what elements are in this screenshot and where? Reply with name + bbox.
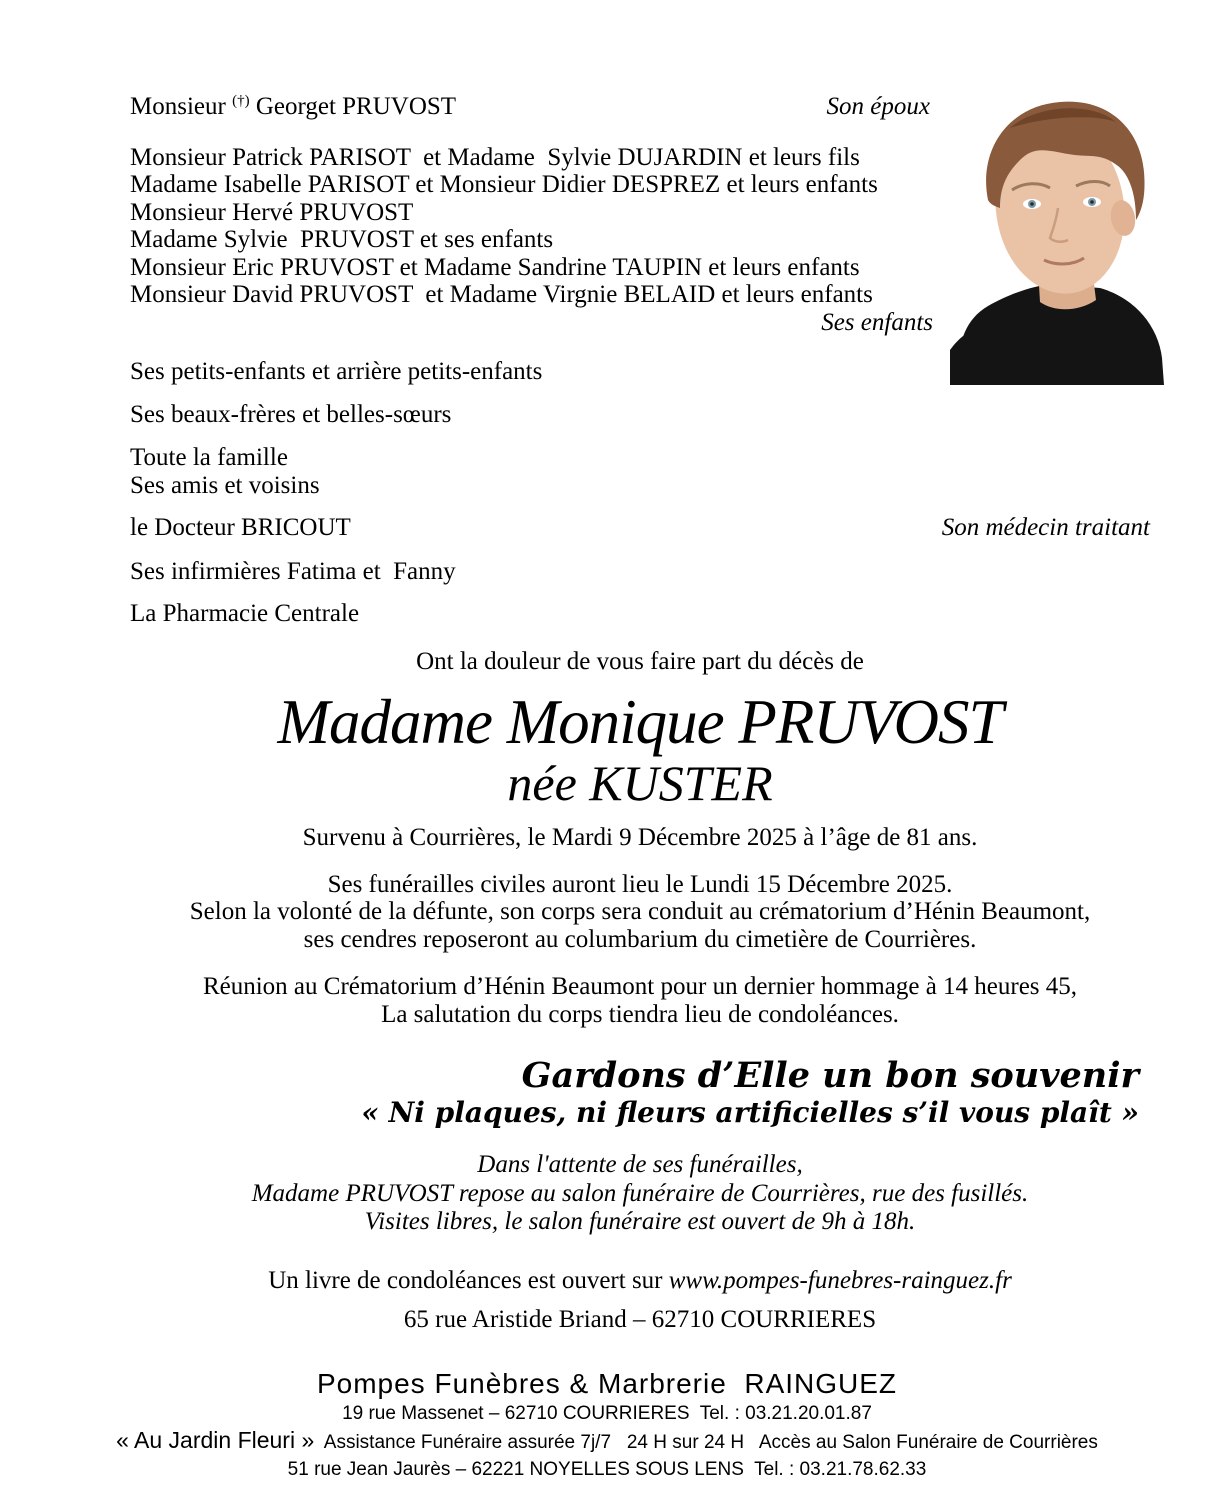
husband-relation: Son époux xyxy=(826,93,930,120)
brand-name: « Au Jardin Fleuri » xyxy=(116,1426,315,1453)
funeral-date-line: Ses funérailles civiles auront lieu le Lundi 15 Décembre 2025. xyxy=(327,870,953,898)
footer xyxy=(0,1367,1214,1483)
repose-info xyxy=(130,1151,1150,1237)
dagger-icon: (†) xyxy=(232,93,250,109)
portrait-photo xyxy=(950,88,1165,385)
announcement-intro: Ont la douleur de vous faire part du décès de xyxy=(416,647,864,675)
salutation-line: La salutation du corps tiendra lieu de condoléances. xyxy=(381,1000,899,1028)
child-line: Monsieur Eric PRUVOST et Madame Sandrine TAUPIN et leurs enfants xyxy=(130,253,860,281)
repose-line: Visites libres, le salon funéraire est ouvert de 9h à 18h. xyxy=(364,1208,916,1235)
company-brand-line: « Au Jardin Fleuri » Assistance Funéraire assurée 7j/7 24 H sur 24 H Accès au Salon Funéraire de Courrières xyxy=(116,1426,1098,1453)
funeral-crematorium-line: Selon la volonté de la défunte, son corps sera conduit au crématorium d’Hénin Beaumont, xyxy=(189,898,1091,925)
company-address-2: 51 rue Jean Jaurès – 62221 NOYELLES SOUS LENS Tel. : 03.21.78.62.33 xyxy=(287,1458,927,1480)
repose-line: Dans l'attente de ses funérailles, xyxy=(477,1151,803,1178)
no-flowers-note: « Ni plaques, ni fleurs artificielles s’il vous plaît » xyxy=(361,1096,1139,1129)
doctor-relation: Son médecin traitant xyxy=(941,514,1150,541)
condolence-book-url: www.pompes-funebres-rainguez.fr xyxy=(668,1266,1012,1294)
nurses-line: Ses infirmières Fatima et Fanny xyxy=(130,557,456,585)
grandchildren-line: Ses petits-enfants et arrière petits-enfants xyxy=(130,358,543,385)
company-address-1: 19 rue Massenet – 62710 COURRIERES Tel. : 03.21.20.01.87 xyxy=(342,1402,872,1424)
husband-name: Monsieur (†) Georget PRUVOST xyxy=(130,93,457,120)
funeral-details xyxy=(130,871,1150,954)
child-line: Madame Sylvie PRUVOST et ses enfants xyxy=(130,226,554,253)
doctor-line xyxy=(130,514,1150,542)
in-laws-line: Ses beaux-frères et belles-sœurs xyxy=(130,400,452,428)
deceased-name: Madame Monique PRUVOST xyxy=(277,686,1003,757)
friends-line: Ses amis et voisins xyxy=(130,471,320,499)
reunion-details xyxy=(130,973,1150,1028)
child-line: Monsieur Hervé PRUVOST xyxy=(130,198,414,226)
company-name: Pompes Funèbres & Marbrerie RAINGUEZ xyxy=(316,1367,898,1399)
tribute-block xyxy=(0,1055,1139,1130)
maiden-name: née KUSTER xyxy=(507,754,773,811)
reunion-line: Réunion au Crématorium d’Hénin Beaumont pour un dernier hommage à 14 heures 45, xyxy=(202,973,1078,1000)
funeral-home-address: 65 rue Aristide Briand – 62710 COURRIERES xyxy=(403,1305,877,1333)
children-relation: Ses enfants xyxy=(821,308,933,336)
whole-family-line: Toute la famille xyxy=(130,444,288,471)
death-info: Survenu à Courrières, le Mardi 9 Décembre 2025 à l’âge de 81 ans. xyxy=(302,823,978,851)
doctor-name: le Docteur BRICOUT xyxy=(130,514,351,541)
husband-line xyxy=(130,0,930,121)
funeral-columbarium-line: ses cendres reposeront au columbarium du cimetière de Courrières. xyxy=(303,925,977,953)
child-line: Madame Isabelle PARISOT et Monsieur Didier DESPREZ et leurs enfants xyxy=(130,171,878,198)
child-line: Monsieur David PRUVOST et Madame Virgnie BELAID et leurs enfants xyxy=(130,281,873,308)
pharmacy-line: La Pharmacie Centrale xyxy=(130,600,360,627)
repose-line: Madame PRUVOST repose au salon funéraire de Courrières, rue des fusillés. xyxy=(251,1179,1029,1207)
tribute-quote: Gardons d’Elle un bon souvenir xyxy=(521,1055,1139,1096)
condolence-book-line: Un livre de condoléances est ouvert sur www.pompes-funebres-rainguez.fr xyxy=(268,1266,1012,1294)
child-line: Monsieur Patrick PARISOT et Madame Sylvie DUJARDIN et leurs fils xyxy=(130,143,860,171)
